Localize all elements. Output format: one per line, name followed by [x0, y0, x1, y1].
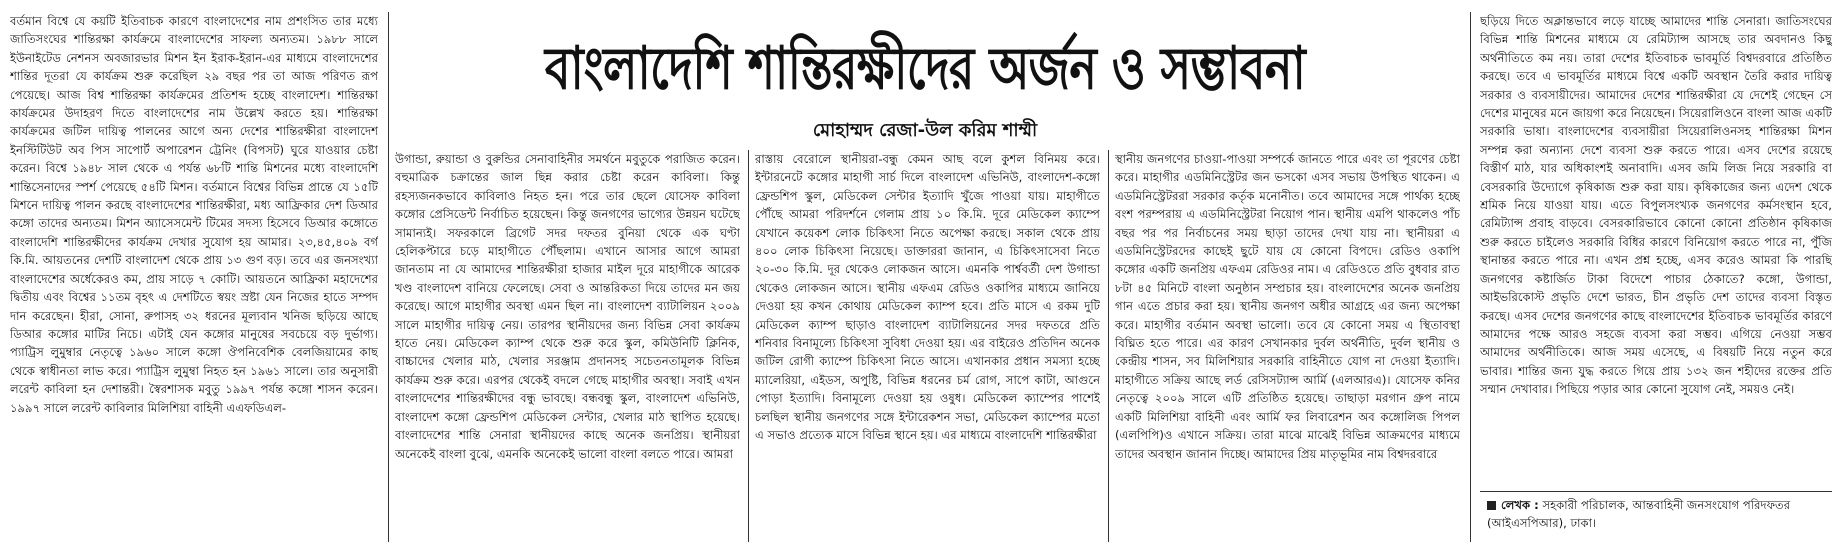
article-column-1	[10, 12, 378, 542]
article-byline: মোহাম্মদ রেজা-উল করিম শাম্মী	[812, 119, 1038, 141]
column-4-text: স্থানীয় জনগণের চাওয়া-পাওয়া সম্পর্কে জানতে পারে এবং তা পূরণের চেষ্টা করে। মাহাগীর এডমিনিস্ট্রেটর জন ভসকো এসব সভায় উপস্থিত থাকেন। এ এডমিনিস্ট্রেটররা সরকার কর্তৃক মনোনীত। তবে আমাদের সঙ্গে পার্থক্য হচ্ছে বংশ পরম্পরায় এ এডমিনিস্ট্রেটরা নিয়োগ পান। স্থানীয় এমপি থাকলেও পাঁচ বছর পর পর নির্বাচনের সময় ছাড়া তাদের দেখা যায় না। স্থানীয়রা এ এডমিনিস্ট্রেটরদের কাছেই ছুটে যায় যে কোনো বিপদে। রেডিও ওকাপি কঙ্গোর একটি জনপ্রিয় এফএম রেডিওর নাম। এ রেডিওতে প্রতি বুধবার রাত ৮টা ৪৫ মিনিটে বাংলা অনুষ্ঠান সম্প্রচার হয়। বাংলাদেশের অনেক জনপ্রিয় গান এতে প্রচার করা হয়। স্থানীয় জনগণ অধীর আগ্রহে এর জন্য অপেক্ষা করে। মাহাগীর বর্তমান অবস্থা ভালো। তবে যে কোনো সময় এ স্থিতাবস্থা বিঘ্নিত হতে পারে। এর কারণ সেখানকার দুর্বল অর্থনীতি, দুর্বল স্থানীয় ও কেন্দ্রীয় শাসন, সব মিলিশিয়ার সরকারি বাহিনীতে যোগ না দেওয়া ইত্যাদি। মাহাগীতে সক্রিয় আছে লর্ড রেসিসট্যান্স আর্মি (এলআরএ)। যোসেফ কনির নেতৃত্বে ২০০৯ সালে এটি প্রতিষ্ঠিত হয়েছে। তাছাড়া মরগান গ্রুপ নামে একটি মিলিশিয়া বাহিনী এবং আর্মি ফর লিবারেশন অব কঙ্গোলিজ পিপল (এলপিপি)ও এখানে সক্রিয়। তারা মাঝে মাঝেই বিভিন্ন আক্রমণের মাধ্যমে তাদের অবস্থান জানান দিচ্ছে। আমাদের প্রিয় মাতৃভূমির নাম বিশ্বদরবারে	[1115, 152, 1460, 461]
column-1-text: বর্তমান বিশ্বে যে কয়টি ইতিবাচক কারণে বাংলাদেশের নাম প্রশংসিত তার মধ্যে জাতিসংঘের শান্তিরক্ষা কার্যক্রমে বাংলাদেশের সাফল্য অন্যতম। ১৯৮৮ সালে ইউনাইটেড নেশনস অবজারভার মিশন ইন ইরাক-ইরান-এর মাধ্যমে বাংলাদেশের শান্তির দূতরা যে কার্যক্রম শুরু করেছিল ২৯ বছর পর তা আজ পরিণত রূপ পেয়েছে। আজ বিশ্ব শান্তিরক্ষা কার্যক্রমের প্রতিশব্দ হচ্ছে বাংলাদেশ। শান্তিরক্ষা কার্যক্রমের উদাহরণ দিতে বাংলাদেশের নাম উল্লেখ করতে হয়। শান্তিরক্ষা কার্যক্রমের জটিল দায়িত্ব পালনের আগে অন্য দেশের শান্তিরক্ষীরা বাংলাদেশ ইনস্টিটিউট অব পিস সাপোর্ট অপারেশন ট্রেনিং (বিপসট) ঘুরে যাওয়ার চেষ্টা করেন। বিশ্বে ১৯৪৮ সাল থেকে এ পর্যন্ত ৬৮টি শান্তি মিশনের মধ্যে বাংলাদেশি শান্তিসেনাদের স্পর্শ পেয়েছে ৫৪টি মিশন। বর্তমানে বিশ্বের বিভিন্ন প্রান্তে যে ১৫টি মিশনে দায়িত্ব পালন করছে বাংলাদেশের শান্তিরক্ষীরা, মধ্য আফ্রিকার দেশ ডিআর কঙ্গো তাদের অন্যতম। মিশন অ্যাসেসমেন্ট টিমের সদস্য হিসেবে ডিআর কঙ্গোতে বাংলাদেশি শান্তিরক্ষীদের কার্যক্রম দেখার সুযোগ হয় আমার। ২৩,৪৫,৪০৯ বর্গ কি.মি. আয়তনের দেশটি বাংলাদেশ থেকে প্রায় ১৩ গুণ বড়। তবে এর জনসংখ্যা বাংলাদেশের অর্ধেকেরও কম, প্রায় সাড়ে ৭ কোটি। আয়তনে আফ্রিকা মহাদেশের দ্বিতীয় এবং বিশ্বের ১১তম বৃহৎ এ দেশটিতে স্বয়ং স্রষ্টা যেন নিজের হাতে সম্পদ দান করেছেন। হীরা, সোনা, রুপাসহ ৩২ ধরনের মূল্যবান খনিজ ছড়িয়ে আছে ডিআর কঙ্গোর মাটির নিচে। এটাই যেন কঙ্গোর মানুষের সবচেয়ে বড় দুর্ভাগ্য। প্যাট্রিস লুমুম্বার নেতৃত্বে ১৯৬০ সালে কঙ্গো ঔপনিবেশিক বেলজিয়ামের কাছ থেকে স্বাধীনতা লাভ করে। প্যাট্রিস লুমুম্বা নিহত হন ১৯৬১ সালে। তার অনুসারী লরেন্ট কাবিলা হন দেশান্তরী। স্বৈরশাসক মবুতু ১৯৯৭ পর্যন্ত কঙ্গো শাসন করেন। ১৯৯৭ সালে লরেন্ট কাবিলার মিলিশিয়া বাহিনী এএফডিএল-	[10, 14, 378, 415]
column-divider	[388, 12, 389, 542]
column-5-text: ছড়িয়ে দিতে অক্লান্তভাবে লড়ে যাচ্ছে আমাদের শান্তি সেনারা। জাতিসংঘের বিভিন্ন শান্তি মিশনের মাধ্যমে যে রেমিট্যান্স আসছে তার অবদানও কিছু অর্থনীতিতে কম নয়। তারা দেশের ইতিবাচক ভাবমূর্তি বিশ্বদরবারে প্রতিষ্ঠিত করছে। তবে এ ভাবমূর্তির মাধ্যমে বিশ্বে একটি অবস্থান তৈরি করার দায়িত্ব সরকার ও ব্যবসায়ীদের। আমাদের দেশের শান্তিরক্ষীরা যে দেশেই গেছেন সে দেশের মানুষের মনে জায়গা করে নিয়েছেন। সিয়েরালিওনে বাংলা আজ একটি সরকারি ভাষা। বাংলাদেশের ব্যবসায়ীরা সিয়েরালিওনসহ শান্তিরক্ষা মিশন সম্পন্ন করা অন্যান্য দেশে ব্যবসা শুরু করতে পারে। এসব দেশের রয়েছে বিস্তীর্ণ মাঠ, যার অধিকাংশই অনাবাদি। এসব জমি লিজ নিয়ে সরকারি বা বেসরকারি উদ্যোগে কৃষিকাজ শুরু করা যায়। কৃষিকাজের জন্য এদেশ থেকে শ্রমিক নিয়ে যাওয়া যায়। এতে বিপুলসংখ্যক জনগণের কর্মসংস্থান হবে, রেমিট্যান্স প্রবাহ বাড়বে। বেসরকারিভাবে কোনো কোনো প্রতিষ্ঠান কৃষিকাজ শুরু করতে চাইলেও সরকারি বিধির কারণে বিনিয়োগ করতে পারে না, পুঁজি স্থানান্তর করতে পারে না। এখন প্রশ্ন হচ্ছে, এসব করেও আমরা কি পারছি জনগণের কষ্টার্জিত টাকা বিদেশে পাচার ঠেকাতে? কঙ্গো, উগান্ডা, আইভরিকোস্ট প্রভৃতি দেশে ভারত, চীন প্রভৃতি দেশ তাদের ব্যবসা বিস্তৃত করছে। এসব দেশের জনগণের কাছে বাংলাদেশের ইতিবাচক ভাবমূর্তির কারণে আমাদের পক্ষে আরও সহজে ব্যবসা করা সম্ভব। এগিয়ে নেওয়া সম্ভব আমাদের অর্থনীতিকে। আজ সময় এসেছে, এ বিষয়টি নিয়ে নতুন করে ভাবার। শান্তির জন্য যুদ্ধ করতে গিয়ে প্রায় ১৩২ জন শহীদের রক্তের প্রতি সম্মান দেখাবার। পিছিয়ে পড়ার আর কোনো সুযোগ নেই, সময়ও নেই।	[1480, 14, 1832, 397]
author-note	[1487, 496, 1832, 532]
article-column-3	[755, 150, 1100, 542]
column-divider	[1470, 12, 1471, 542]
bullet-square-icon	[1487, 501, 1496, 510]
column-divider	[748, 150, 749, 542]
author-note-text: সহকারী পরিচালক, আন্তবাহিনী জনসংযোগ পরিদফতর (আইএসপিআর), ঢাকা।	[1487, 498, 1791, 530]
article-column-4	[1115, 150, 1460, 542]
column-divider	[1108, 150, 1109, 542]
article-headline: বাংলাদেশি শান্তিরক্ষীদের অর্জন ও সম্ভাবনা	[544, 33, 1306, 103]
author-note-divider	[1480, 491, 1832, 492]
column-2-text: উগান্ডা, রুয়ান্ডা ও বুরুন্ডির সেনাবাহিনীর সমর্থনে মবুতুকে পরাজিত করেন। বহুমাত্রিক চক্রান্তের জাল ছিন্ন করার চেষ্টা করেন কাবিলা। কিন্তু রহস্যজনকভাবে কাবিলাও নিহত হন। পরে তার ছেলে যোসেফ কাবিলা কঙ্গোর প্রেসিডেন্ট নির্বাচিত হয়েছেন। কিন্তু জনগণের ভাগ্যের উন্নয়ন ঘটেছে সামান্যই। সফরকালে ব্রিগেট সদর দফতর বুনিয়া থেকে এক ঘণ্টা হেলিকপ্টারে চড়ে মাহাগীতে পৌঁছলাম। এখানে আসার আগে আমরা জানতাম না যে আমাদের শান্তিরক্ষীরা হাজার মাইল দূরে মাহাগীকে আরেক খণ্ড বাংলাদেশ বানিয়ে ফেলেছে। সেবা ও আন্তরিকতা দিয়ে তাদের মন জয় করেছে। আগে মাহাগীর অবস্থা এমন ছিল না। বাংলাদেশ ব্যাটালিয়ন ২০০৯ সালে মাহাগীর দায়িত্ব নেয়। তারপর স্থানীয়দের জন্য বিভিন্ন সেবা কার্যক্রম হাতে নেয়। মেডিকেল ক্যাম্প থেকে শুরু করে স্কুল, কমিউনিটি ক্লিনিক, বাচ্চাদের খেলার মাঠ, খেলার সরঞ্জাম প্রদানসহ সচেতনতামূলক বিভিন্ন কার্যক্রম শুরু করে। এরপর থেকেই বদলে গেছে মাহাগীর অবস্থা। সবাই এখন বাংলাদেশের শান্তিরক্ষীদের বন্ধু ভাবছে। বন্ধবন্ধু স্কুল, বাংলাদেশ এভিনিউ, বাংলাদেশ কঙ্গো ফ্রেন্ডশিপ মেডিকেল সেন্টার, খেলার মাঠ স্থাপিত হয়েছে। বাংলাদেশের শান্তি সেনারা স্থানীয়দের কাছে অনেক জনপ্রিয়। স্থানীয়রা অনেকেই বাংলা বুঝে, এমনকি অনেকেই ভালো বাংলা বলতে পারে। আমরা	[395, 152, 740, 461]
column-3-text: রাস্তায় বেরোলে স্থানীয়রা-বন্ধু কেমন আছ বলে কুশল বিনিময় করে। ইন্টারনেটে কঙ্গোর মাহাগী সার্চ দিলে বাংলাদেশ এভিনিউ, বাংলাদেশ-কঙ্গো ফ্রেন্ডশিপ স্কুল, মেডিকেল সেন্টার ইত্যাদি খুঁজে পাওয়া যায়। মাহাগীতে পৌঁছে আমরা পরিদর্শনে গেলাম প্রায় ১০ কি.মি. দূরে মেডিকেল ক্যাম্পে যেখানে কয়েকশ লোক চিকিৎসা নিতে অপেক্ষা করছে। সকাল থেকে প্রায় ৪০০ লোক চিকিৎসা নিয়েছে। ডাক্তাররা জানান, এ চিকিৎসাসেবা নিতে ২০-৩০ কি.মি. দূর থেকেও লোকজন আসে। এমনকি পার্শ্ববর্তী দেশ উগান্ডা থেকেও লোকজন আসে। স্থানীয় এফএম রেডিও ওকাপির মাধ্যমে জানিয়ে দেওয়া হয় কখন কোথায় মেডিকেল ক্যাম্প হবে। প্রতি মাসে এ রকম দুটি মেডিকেল ক্যাম্প ছাড়াও বাংলাদেশ ব্যাটালিয়নের সদর দফতরে প্রতি শনিবার বিনামূল্যে চিকিৎসা সুবিধা দেওয়া হয়। এর বাইরেও প্রতিদিন অনেক জটিল রোগী ক্যাম্পে চিকিৎসা নিতে আসে। এখানকার প্রধান সমস্যা হচ্ছে ম্যালেরিয়া, এইডস, অপুষ্টি, বিভিন্ন ধরনের চর্ম রোগ, সাপে কাটা, আগুনে পোড়া ইত্যাদি। বিনামূল্যে দেওয়া হয় ওষুধ। মেডিকেল ক্যাম্পের পাশেই চলছিল স্থানীয় জনগণের সঙ্গে ইন্টারেকশন সভা, মেডিকেল ক্যাম্পের মতো এ সভাও প্রত্যেক মাসে বিভিন্ন স্থানে হয়। এর মাধ্যমে বাংলাদেশি শান্তিরক্ষীরা	[755, 152, 1100, 443]
article-column-2	[395, 150, 740, 542]
article-column-5	[1480, 12, 1832, 488]
author-note-label: লেখক :	[1501, 498, 1539, 512]
